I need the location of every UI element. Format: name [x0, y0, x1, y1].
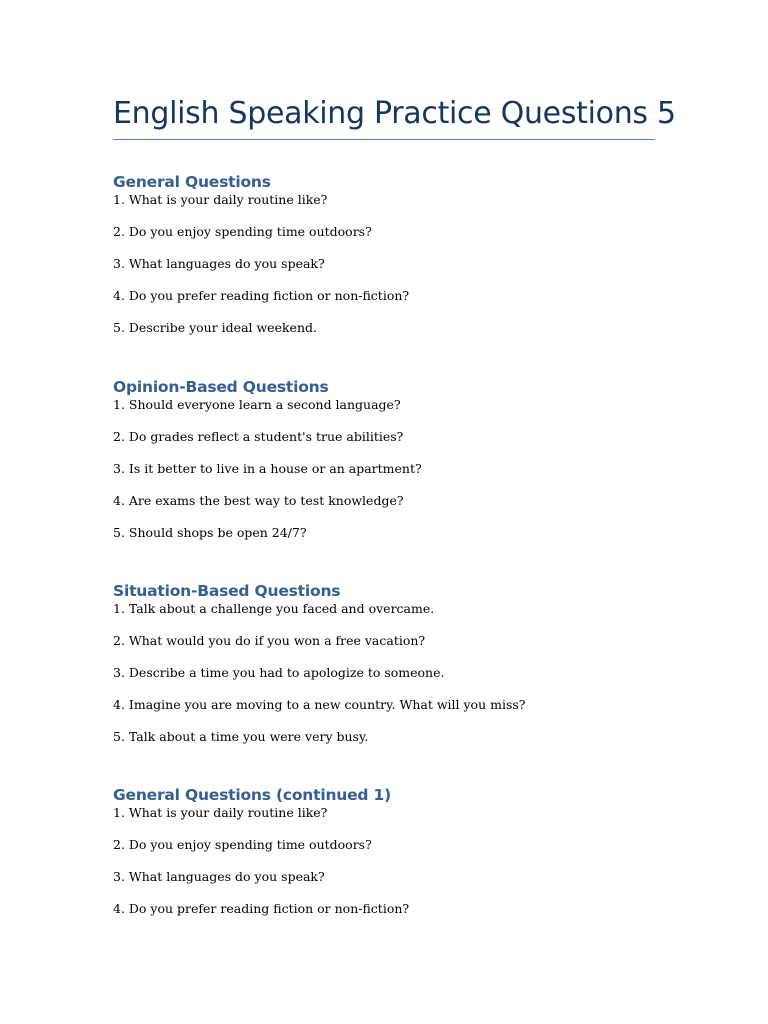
question-item: 1. Should everyone learn a second language?	[113, 397, 401, 412]
section-heading: Opinion-Based Questions	[113, 378, 329, 396]
section-heading: General Questions	[113, 173, 271, 191]
question-item: 3. Describe a time you had to apologize to someone.	[113, 665, 445, 680]
question-item: 3. Is it better to live in a house or an apartment?	[113, 461, 422, 476]
question-list	[113, 192, 655, 336]
section-opinion-based-questions	[113, 377, 655, 557]
question-item: 4. Are exams the best way to test knowledge?	[113, 493, 404, 508]
question-item: 4. Do you prefer reading fiction or non-fiction?	[113, 288, 410, 303]
question-item: 2. Do grades reflect a student's true abilities?	[113, 429, 404, 444]
question-item: 1. What is your daily routine like?	[113, 192, 328, 207]
question-item: 5. Describe your ideal weekend.	[113, 320, 317, 335]
question-item: 2. Do you enjoy spending time outdoors?	[113, 837, 372, 852]
document-title: English Speaking Practice Questions 5	[113, 96, 676, 131]
section-heading: Situation-Based Questions	[113, 582, 341, 600]
title-divider	[113, 139, 655, 140]
question-item: 2. What would you do if you won a free vacation?	[113, 633, 426, 648]
question-list	[113, 601, 655, 745]
section-heading: General Questions (continued 1)	[113, 786, 391, 804]
section-general-questions	[113, 172, 655, 352]
question-item: 5. Should shops be open 24/7?	[113, 525, 307, 540]
question-item: 1. What is your daily routine like?	[113, 805, 328, 820]
question-item: 5. Talk about a time you were very busy.	[113, 729, 369, 744]
section-situation-based-questions	[113, 581, 655, 761]
question-item: 3. What languages do you speak?	[113, 869, 325, 884]
question-list	[113, 397, 655, 541]
question-item: 4. Imagine you are moving to a new country. What will you miss?	[113, 697, 526, 712]
question-item: 1. Talk about a challenge you faced and overcame.	[113, 601, 435, 616]
question-item: 2. Do you enjoy spending time outdoors?	[113, 224, 372, 239]
question-item: 4. Do you prefer reading fiction or non-fiction?	[113, 901, 410, 916]
question-list	[113, 805, 655, 917]
section-general-questions-continued	[113, 785, 655, 933]
question-item: 3. What languages do you speak?	[113, 256, 325, 271]
